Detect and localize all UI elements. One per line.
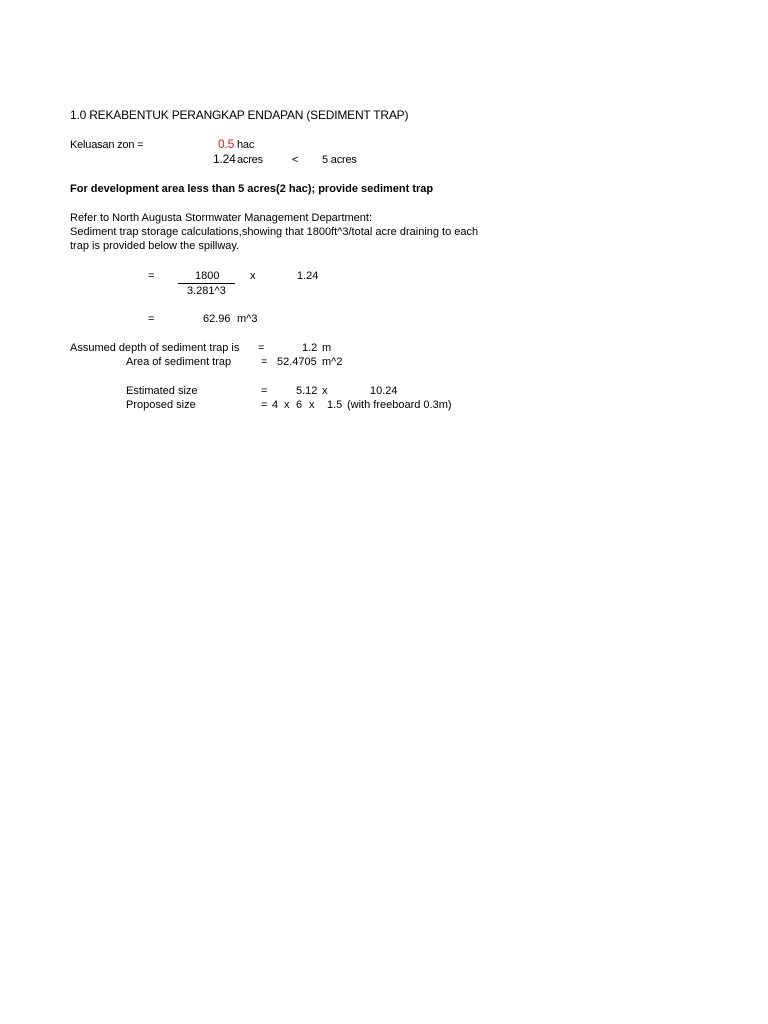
proposed-equals: = bbox=[261, 399, 268, 411]
proposed-times-1: x bbox=[284, 399, 290, 411]
depth-value: 1.2 bbox=[302, 342, 318, 354]
calc-equals-1: = bbox=[148, 270, 155, 282]
estimated-b: 10.24 bbox=[370, 385, 398, 397]
reference-line-3: trap is provided below the spillway. bbox=[70, 240, 240, 252]
fraction-bar bbox=[178, 283, 235, 284]
proposed-a: 4 bbox=[272, 399, 279, 411]
trap-area-unit: m^2 bbox=[322, 356, 343, 368]
proposed-b: 6 bbox=[296, 399, 303, 411]
rule-note: For development area less than 5 acres(2 hac); provide sediment trap bbox=[70, 183, 434, 195]
estimated-size-label: Estimated size bbox=[126, 385, 198, 397]
proposed-times-2: x bbox=[309, 399, 315, 411]
trap-area-label: Area of sediment trap bbox=[126, 356, 232, 368]
estimated-a: 5.12 bbox=[296, 385, 318, 397]
area-value-hac: 0.5 bbox=[218, 137, 235, 151]
calc-result: 62.96 bbox=[203, 313, 231, 325]
calc-denominator: 3.281^3 bbox=[187, 285, 226, 297]
calc-multiplier: 1.24 bbox=[297, 270, 319, 282]
area-label: Keluasan zon = bbox=[70, 139, 144, 151]
reference-line-2: Sediment trap storage calculations,showing that 1800ft^3/total acre draining to each bbox=[70, 226, 479, 238]
calc-times: x bbox=[250, 270, 256, 282]
proposed-note: (with freeboard 0.3m) bbox=[347, 399, 452, 411]
depth-equals: = bbox=[258, 342, 265, 354]
proposed-c: 1.5 bbox=[327, 399, 343, 411]
depth-label: Assumed depth of sediment trap is bbox=[70, 342, 240, 354]
area-limit: 5 acres bbox=[322, 154, 357, 166]
area-value-acres: 1.24 bbox=[213, 152, 236, 166]
reference-line-1: Refer to North Augusta Stormwater Management Department: bbox=[70, 212, 373, 224]
area-unit-hac: hac bbox=[237, 139, 255, 151]
depth-unit: m bbox=[322, 342, 332, 354]
section-heading: 1.0 REKABENTUK PERANGKAP ENDAPAN (SEDIMENT TRAP) bbox=[70, 108, 409, 122]
area-unit-acres: acres bbox=[237, 154, 263, 166]
proposed-size-label: Proposed size bbox=[126, 399, 196, 411]
trap-area-value: 52.4705 bbox=[277, 356, 317, 368]
estimated-times: x bbox=[322, 385, 328, 397]
calc-equals-2: = bbox=[148, 313, 155, 325]
calc-result-unit: m^3 bbox=[237, 313, 258, 325]
calc-numerator: 1800 bbox=[195, 270, 220, 282]
estimated-equals: = bbox=[261, 385, 268, 397]
area-comparator: < bbox=[292, 154, 299, 166]
trap-area-equals: = bbox=[261, 356, 268, 368]
